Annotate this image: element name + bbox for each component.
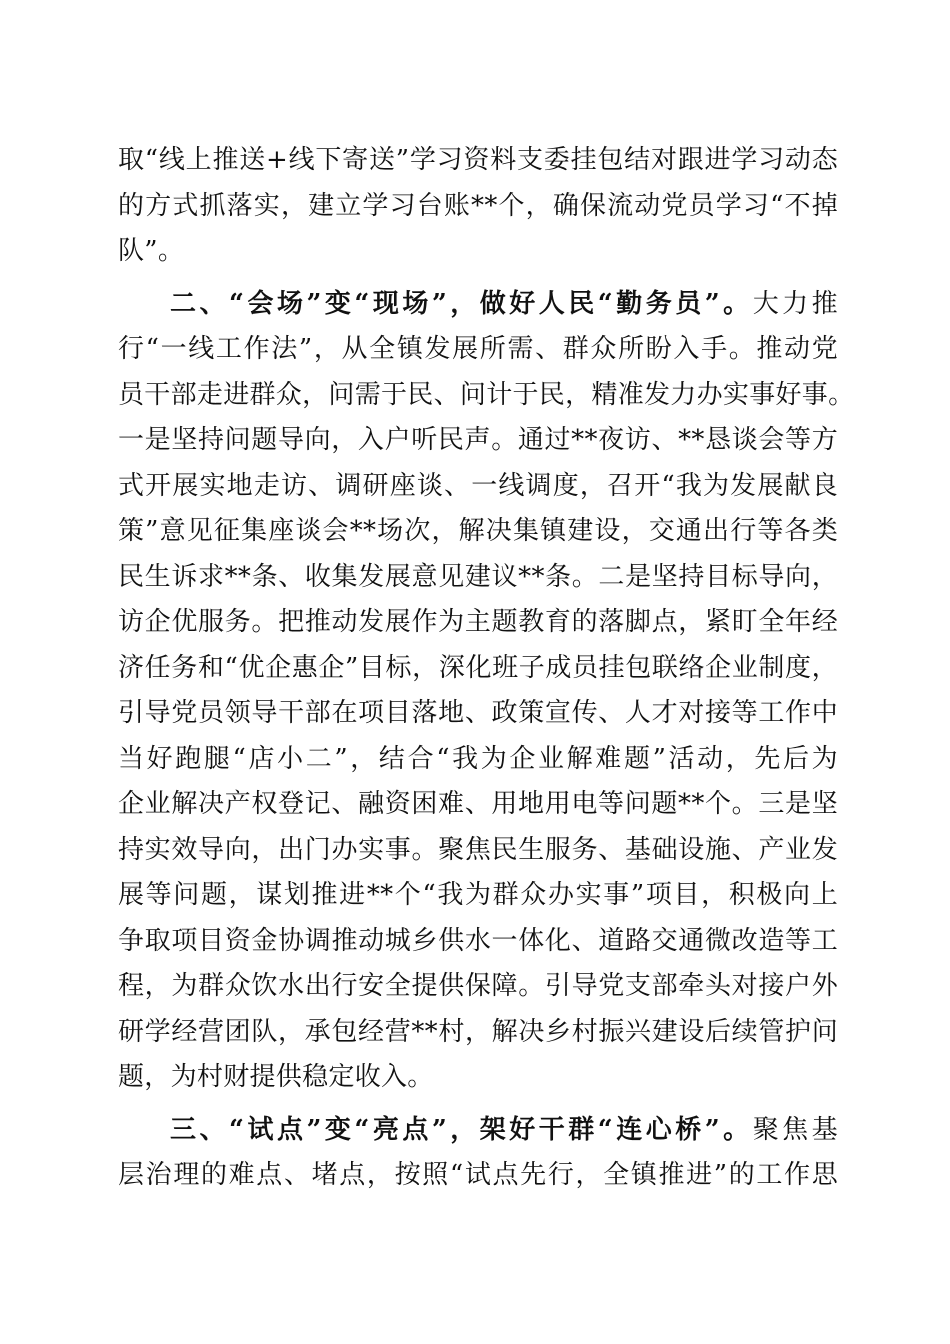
section-heading-2: 二、“会场”变“现场”，做好人民“勤务员”。 bbox=[170, 288, 753, 319]
text-line: 争取项目资金协调推动城乡供水一体化、道路交通微改造等工 bbox=[118, 925, 838, 956]
text-line: 引导党员领导干部在项目落地、政策宣传、人才对接等工作中 bbox=[118, 698, 838, 728]
section-heading-3: 三、“试点”变“亮点”，架好干群“连心桥”。 bbox=[170, 1114, 753, 1145]
text-line: 民生诉求**条、收集发展意见建议**条。二是坚持目标导向， bbox=[118, 561, 838, 592]
text-line: 队”。 bbox=[118, 236, 185, 266]
text-line: 企业解决产权登记、融资困难、用地用电等问题**个。三是坚 bbox=[118, 789, 838, 819]
text-line: 策”意见征集座谈会**场次，解决集镇建设，交通出行等各类 bbox=[118, 516, 838, 546]
text-line: 的方式抓落实，建立学习台账**个，确保流动党员学习“不掉 bbox=[118, 190, 838, 221]
text-line: 层治理的难点、堵点，按照“试点先行，全镇推进”的工作思 bbox=[118, 1160, 838, 1190]
text-line: 研学经营团队，承包经营**村，解决乡村振兴建设后续管护问 bbox=[118, 1016, 838, 1047]
text-line: 题，为村财提供稳定收入。 bbox=[118, 1062, 434, 1092]
text-line: 展等问题，谋划推进**个“我为群众办实事”项目，积极向上 bbox=[118, 880, 838, 910]
heading-line bbox=[118, 1108, 838, 1154]
text-line: 一是坚持问题导向，入户听民声。通过**夜访、**恳谈会等方 bbox=[118, 425, 838, 455]
text-line: 式开展实地走访、调研座谈、一线调度，召开“我为发展献良 bbox=[118, 470, 838, 501]
document-page bbox=[118, 138, 855, 1199]
text-line: 员干部走进群众，问需于民、问计于民，精准发力办实事好事。 bbox=[118, 379, 855, 410]
text-line: 访企优服务。把推动发展作为主题教育的落脚点，紧盯全年经 bbox=[118, 607, 838, 637]
text-line: 取“线上推送+线下寄送”学习资料支委挂包结对跟进学习动态 bbox=[118, 145, 838, 175]
text-line: 程，为群众饮水出行安全提供保障。引导党支部牵头对接户外 bbox=[118, 971, 838, 1001]
paragraph-1 bbox=[118, 138, 838, 275]
paragraph-3 bbox=[118, 1108, 838, 1199]
text-line: 济任务和“优企惠企”目标，深化班子成员挂包联络企业制度， bbox=[118, 652, 838, 683]
text-line: 当好跑腿“店小二”，结合“我为企业解难题”活动，先后为 bbox=[118, 743, 838, 774]
heading-line bbox=[118, 282, 838, 328]
text-line: 行“一线工作法”，从全镇发展所需、群众所盼入手。推动党 bbox=[118, 334, 838, 364]
heading-line-rest: 聚焦基 bbox=[752, 1114, 838, 1145]
heading-line-rest: 大力推 bbox=[752, 288, 838, 319]
text-line: 持实效导向，出门办实事。聚焦民生服务、基础设施、产业发 bbox=[118, 834, 838, 865]
paragraph-2 bbox=[118, 282, 855, 1101]
